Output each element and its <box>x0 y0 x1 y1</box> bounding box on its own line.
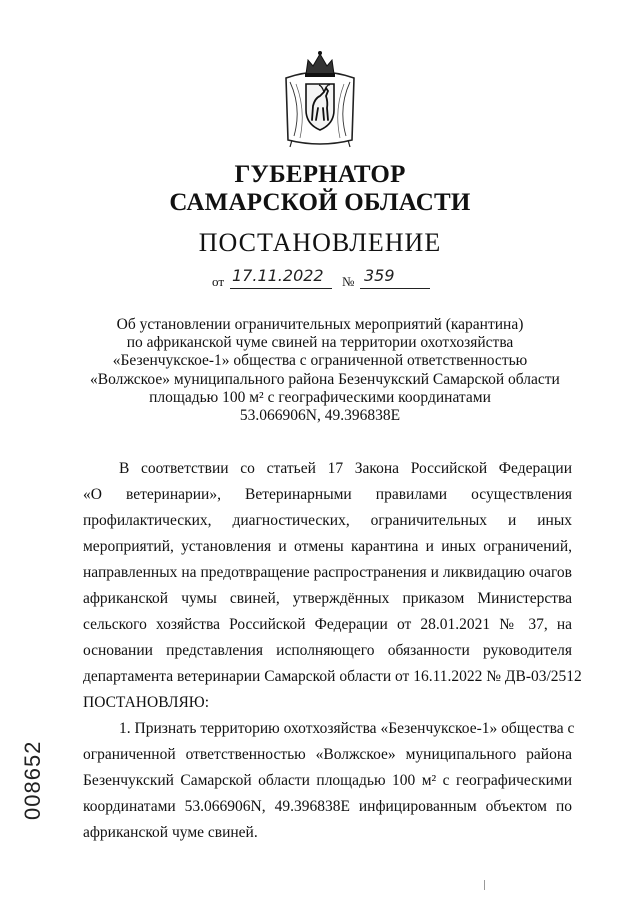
paragraph-item-1 <box>83 716 575 846</box>
body-line: 1. Признать территорию охотхозяйства «Безенчукское-1» общества с <box>119 720 575 737</box>
document-meta <box>212 268 442 292</box>
body-line: направленных на предотвращение распространения и ликвидацию очагов <box>83 564 572 581</box>
body-line: основании представления исполняющего обязанности руководителя <box>83 642 572 659</box>
header-title-line2: САМАРСКОЙ ОБЛАСТИ <box>169 189 471 216</box>
body-line: координатами 53.066906N, 49.396838E инфицированным объектом по <box>83 798 572 815</box>
body-line: африканской чуме свиней. <box>83 824 258 841</box>
document-type: ПОСТАНОВЛЕНИЕ <box>198 228 442 257</box>
document-subject <box>90 316 560 425</box>
body-line: Безенчукский Самарской области площадью 100 м² с географическими <box>83 772 572 789</box>
body-line: ПОСТАНОВЛЯЮ: <box>83 694 210 711</box>
date-underline <box>230 288 332 289</box>
scan-mark <box>484 880 485 890</box>
subject-line: 53.066906N, 49.396838E <box>239 407 401 425</box>
body-line: профилактических, диагностических, ограничительных и иных <box>83 512 572 529</box>
body-line: В соответствии со статьей 17 Закона Российской Федерации <box>119 460 572 477</box>
subject-line: по африканской чуме свиней на территории охотхозяйства <box>126 334 514 352</box>
number-value: 359 <box>364 266 395 285</box>
body-line: ограниченной ответственностью «Волжское» муниципального района <box>83 746 572 763</box>
subject-line: «Безенчукское-1» общества с ограниченной ответственностью <box>112 352 528 370</box>
date-value: 17.11.2022 <box>232 266 324 285</box>
body-line: мероприятий, установления и отмены карантина и иных ограничений, <box>83 538 572 555</box>
resolve-word <box>83 690 572 716</box>
subject-line: «Волжское» муниципального района Безенчукский Самарской области <box>90 370 560 388</box>
date-label: от <box>212 274 225 289</box>
body-line: департамента ветеринарии Самарской области от 16.11.2022 № ДВ-03/2512 <box>83 668 582 685</box>
number-label: № <box>342 274 355 289</box>
body-line: африканской чумы свиней, утверждённых приказом Министерства <box>83 590 572 607</box>
subject-line: Об установлении ограничительных мероприятий (карантина) <box>116 316 524 333</box>
side-serial-number: 008652 <box>20 740 45 820</box>
paragraph-preamble <box>83 456 582 690</box>
number-underline <box>360 288 430 289</box>
body-line: «О ветеринарии», Ветеринарными правилами осуществления <box>83 486 572 503</box>
header-title-line1: ГУБЕРНАТОР <box>234 161 406 188</box>
document-body <box>83 456 582 846</box>
subject-line: площадью 100 м² с географическими координатами <box>149 388 491 406</box>
body-line: сельского хозяйства Российской Федерации от 28.01.2021 № 37, на <box>83 616 572 633</box>
coat-of-arms-icon <box>282 48 358 148</box>
